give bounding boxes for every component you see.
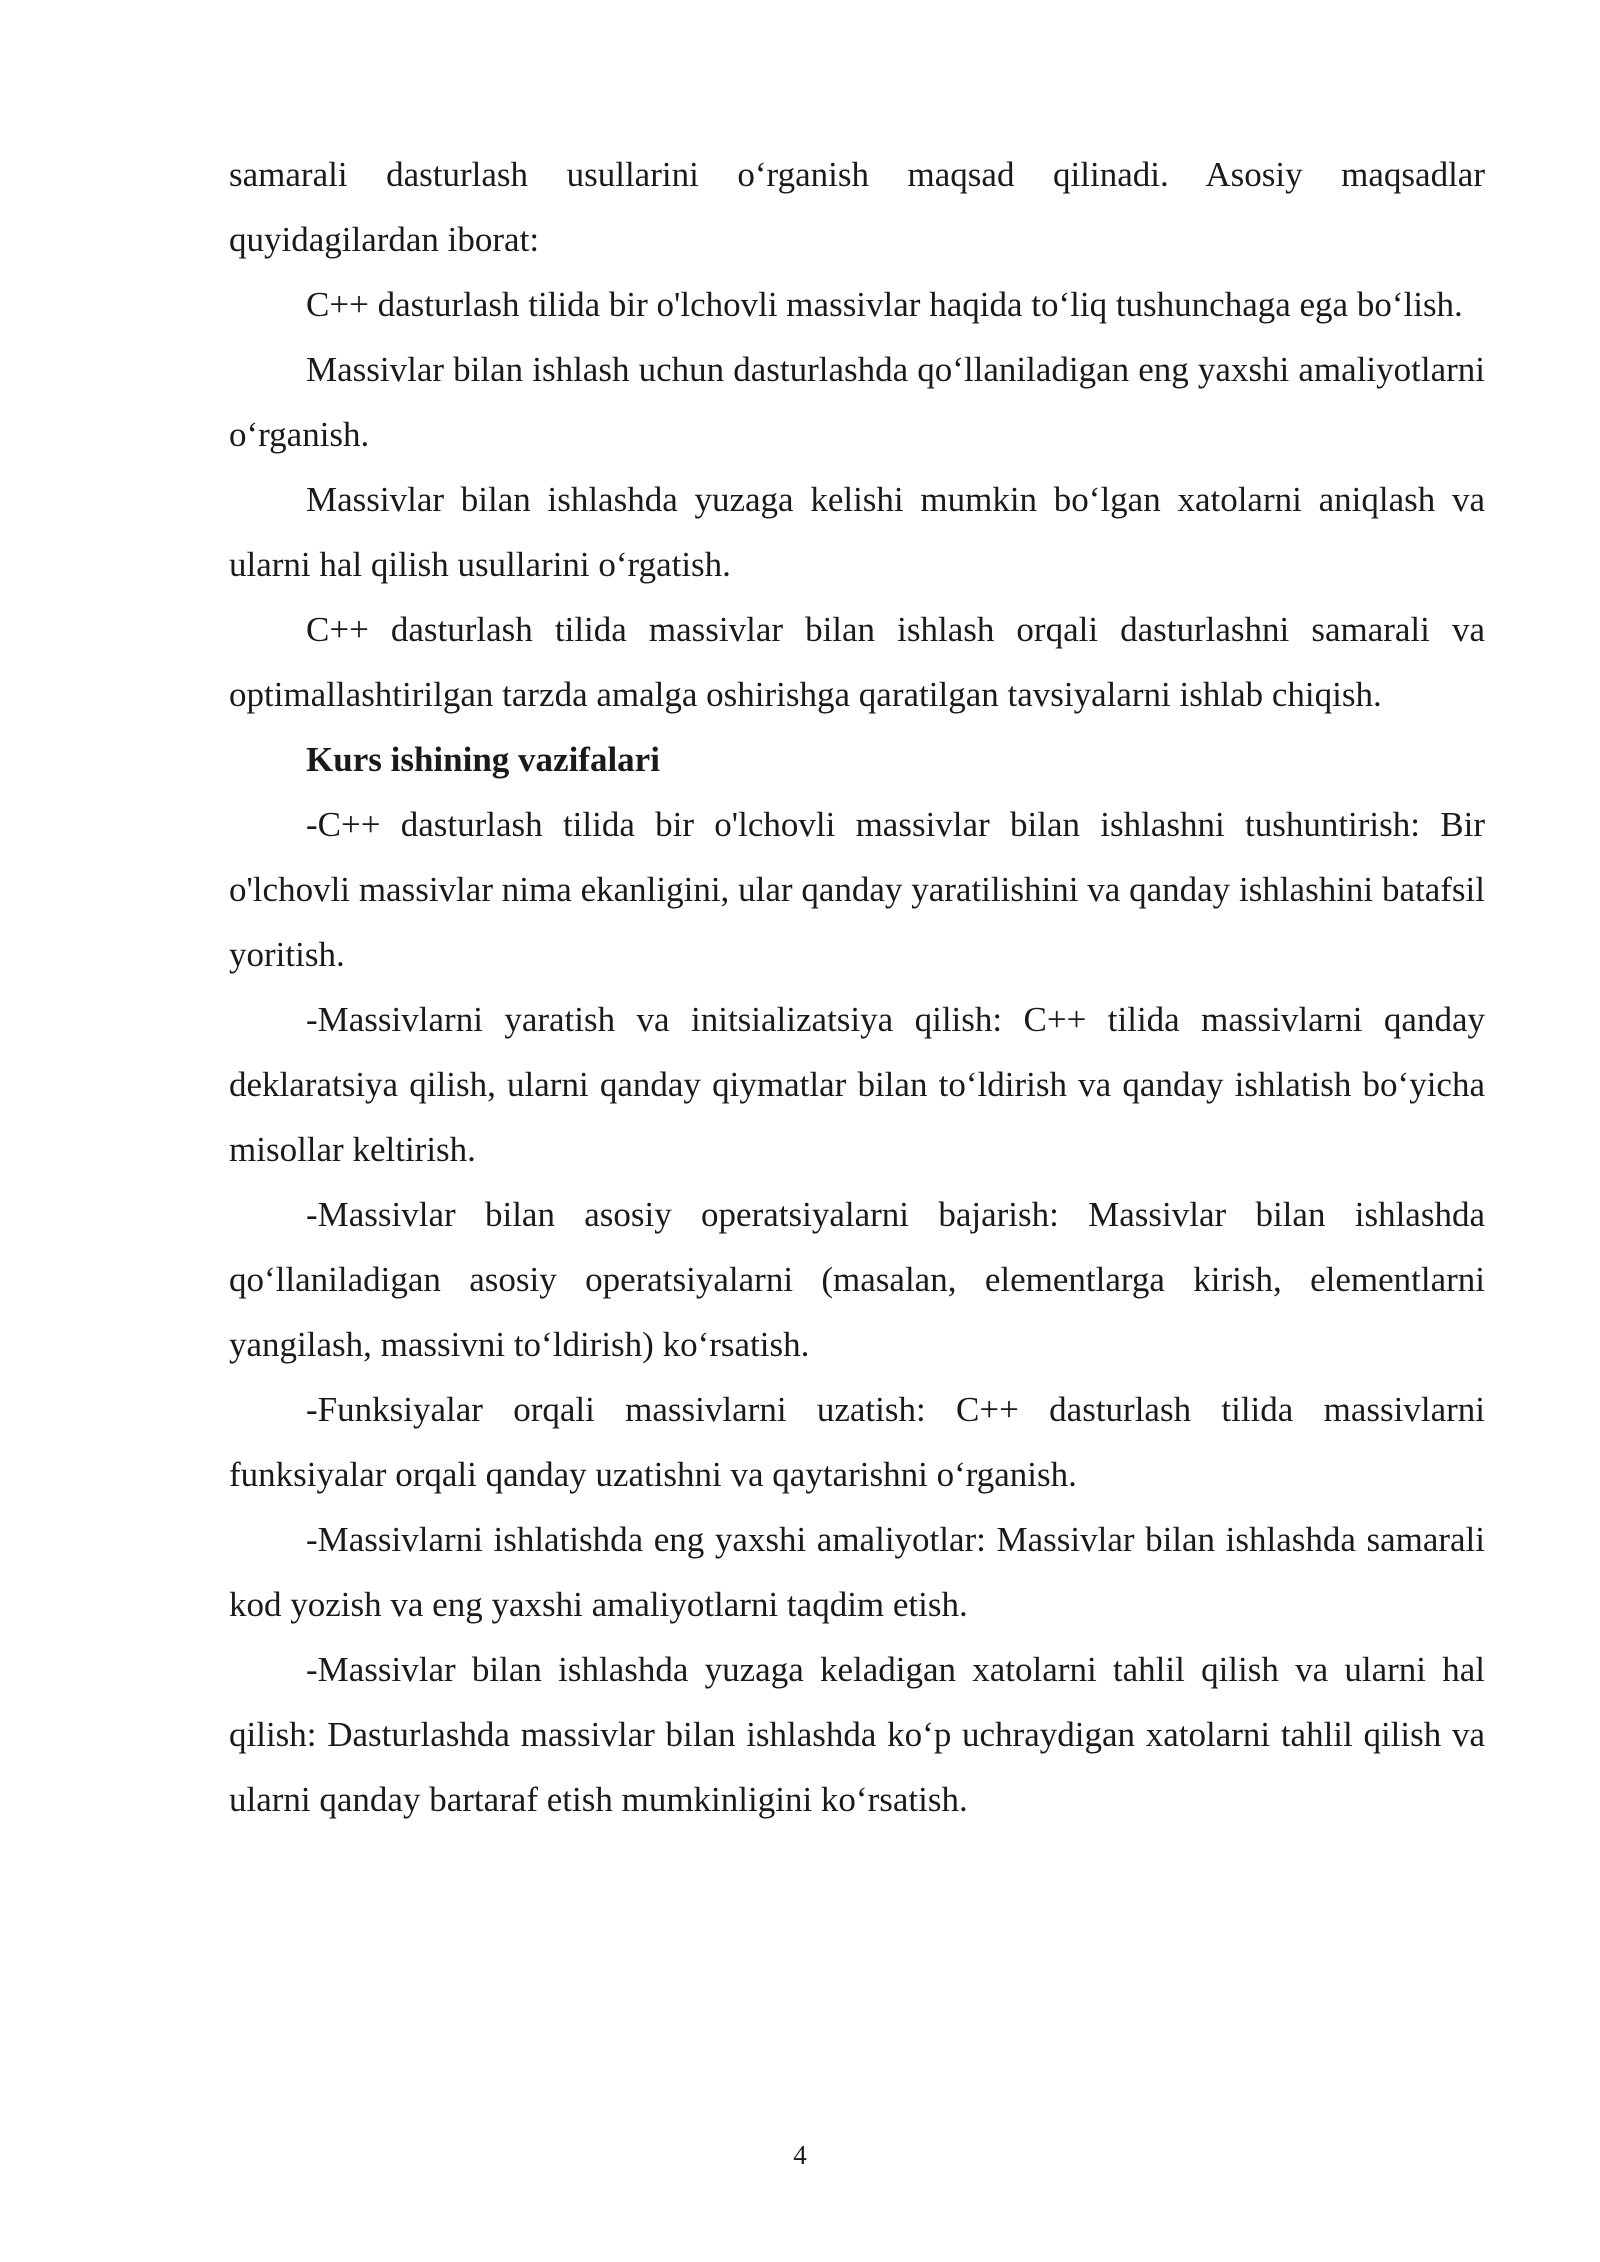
paragraph-goal-1: C++ dasturlash tilida bir o'lchovli massivlar haqida to‘liq tushunchaga ega bo‘lish. (306, 285, 1463, 324)
paragraph-goal-3: Massivlar bilan ishlashda yuzaga kelishi mumkin bo‘lgan xatolarni aniqlash va ularni hal qilish usullarini o‘rgatish. (229, 480, 1485, 584)
paragraph-intro: samarali dasturlash usullarini o‘rganish maqsad qilinadi. Asosiy maqsadlar quyidagilardan iborat: (229, 155, 1485, 259)
paragraph-task-2: -Massivlarni yaratish va initsializatsiya qilish: C++ tilida massivlarni qanday deklaratsiya qilish, ularni qanday qiymatlar bilan to‘ldirish va qanday ishlatish bo‘yicha misollar keltirish. (229, 1000, 1485, 1169)
paragraph-task-6: -Massivlar bilan ishlashda yuzaga keladigan xatolarni tahlil qilish va ularni hal qilish: Dasturlashda massivlar bilan ishlashda ko‘p uchraydigan xatolarni tahlil qilish va ularni qanday bartaraf etish mumkinligini ko‘rsatish. (229, 1650, 1485, 1819)
page-body (229, 142, 1485, 1832)
paragraph-task-5: -Massivlarni ishlatishda eng yaxshi amaliyotlar: Massivlar bilan ishlashda samarali kod yozish va eng yaxshi amaliyotlarni taqdim etish. (229, 1520, 1485, 1624)
section-heading: Kurs ishining vazifalari (306, 740, 660, 779)
paragraph-task-1: -C++ dasturlash tilida bir o'lchovli massivlar bilan ishlashni tushuntirish: Bir o'lchovli massivlar nima ekanligini, ular qanday yaratilishini va qanday ishlashini batafsil yoritish. (229, 805, 1485, 974)
paragraph-goal-2: Massivlar bilan ishlash uchun dasturlashda qo‘llaniladigan eng yaxshi amaliyotlarni o‘rganish. (229, 350, 1485, 454)
paragraph-goal-4: C++ dasturlash tilida massivlar bilan ishlash orqali dasturlashni samarali va optimallashtirilgan tarzda amalga oshirishga qaratilgan tavsiyalarni ishlab chiqish. (229, 610, 1485, 714)
paragraph-task-4: -Funksiyalar orqali massivlarni uzatish: C++ dasturlash tilida massivlarni funksiyalar orqali qanday uzatishni va qaytarishni o‘rganish. (229, 1390, 1485, 1494)
paragraph-task-3: -Massivlar bilan asosiy operatsiyalarni bajarish: Massivlar bilan ishlashda qo‘llaniladigan asosiy operatsiyalarni (masalan, elementlarga kirish, elementlarni yangilash, massivni to‘ldirish) ko‘rsatish. (229, 1195, 1485, 1364)
page-number: 4 (793, 2140, 807, 2170)
